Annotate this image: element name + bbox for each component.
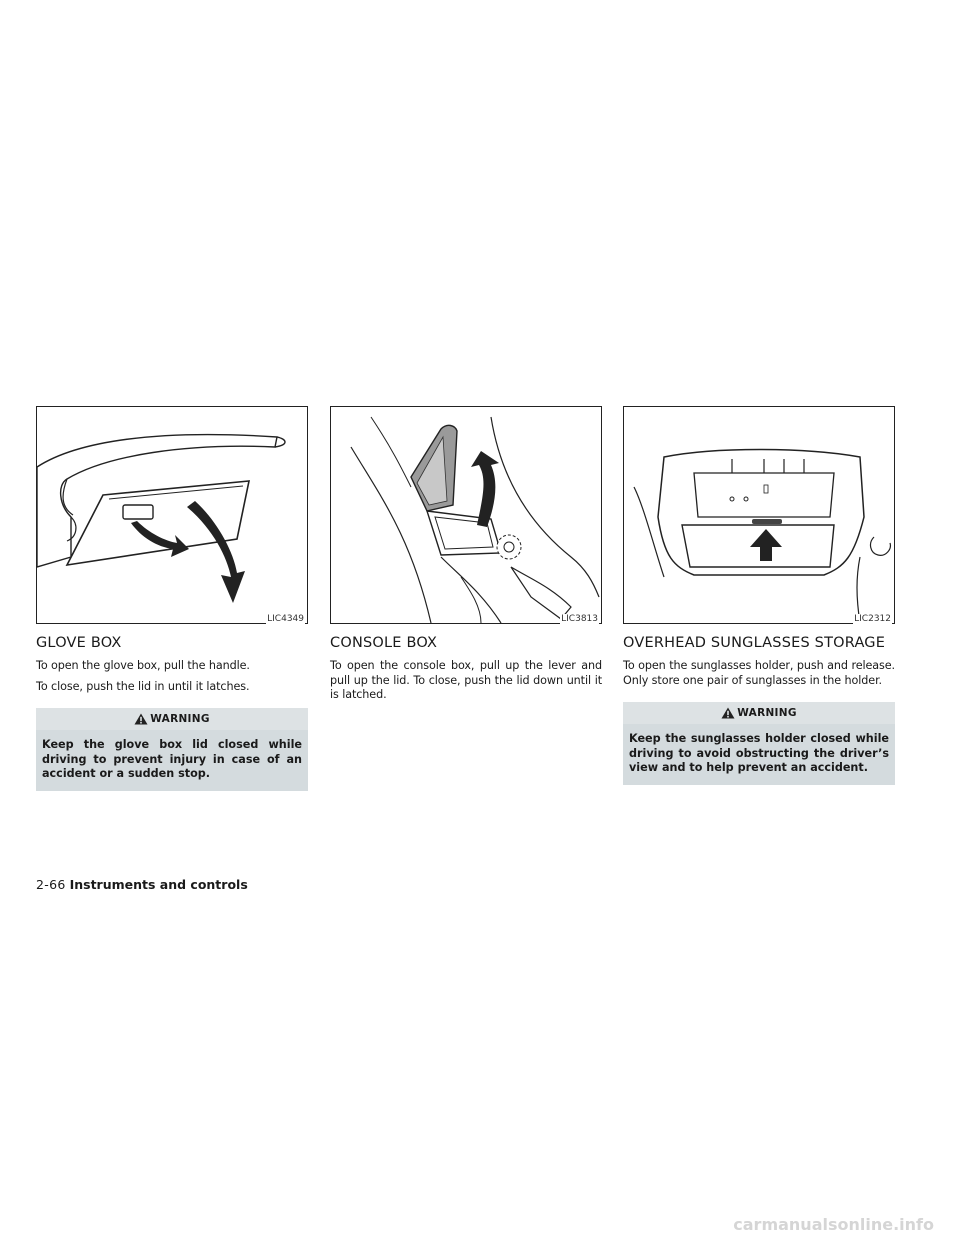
warning-text: Keep the glove box lid closed while driving to prevent injury in case of an accident or a sudden stop.	[42, 738, 302, 780]
warning-text: Keep the sunglasses holder closed while driving to avoid obstructing the driver’s view and to help prevent an accident.	[629, 732, 889, 774]
section-title: GLOVE BOX	[36, 635, 122, 651]
paragraph: To open the console box, pull up the lever and pull up the lid. To close, push the lid down until it is latched.	[330, 659, 602, 701]
glove-box-section	[36, 406, 308, 791]
figure-code: LIC4349	[267, 614, 304, 624]
paragraph: To open the sunglasses holder, push and release. Only store one pair of sunglasses in the holder.	[623, 659, 895, 687]
watermark: carmanualsonline.info	[733, 1215, 934, 1234]
warning-triangle-icon	[721, 707, 735, 719]
section-title: CONSOLE BOX	[330, 635, 438, 651]
warning-box	[36, 708, 308, 791]
console-box-figure	[330, 406, 602, 624]
page-footer	[36, 877, 248, 892]
warning-header	[36, 708, 308, 730]
warning-box	[623, 702, 895, 785]
figure-code: LIC3813	[561, 614, 598, 624]
warning-triangle-icon	[134, 713, 148, 725]
warning-header	[623, 702, 895, 724]
figure-code: LIC2312	[854, 614, 891, 624]
section-title: OVERHEAD SUNGLASSES STORAGE	[623, 635, 886, 651]
glove-box-illustration	[37, 407, 307, 623]
sunglasses-storage-section	[623, 406, 895, 785]
sunglasses-storage-figure	[623, 406, 895, 624]
footer-section-title: Instruments and controls	[69, 877, 248, 892]
warning-label: WARNING	[737, 707, 797, 719]
glove-box-figure	[36, 406, 308, 624]
sunglasses-storage-illustration	[624, 407, 894, 623]
paragraph: To open the glove box, pull the handle.	[36, 659, 250, 672]
page-number: 2-66	[36, 877, 66, 892]
paragraph: To close, push the lid in until it latches.	[36, 679, 250, 693]
console-box-illustration	[331, 407, 601, 623]
warning-label: WARNING	[150, 713, 210, 725]
console-box-section	[330, 406, 602, 709]
